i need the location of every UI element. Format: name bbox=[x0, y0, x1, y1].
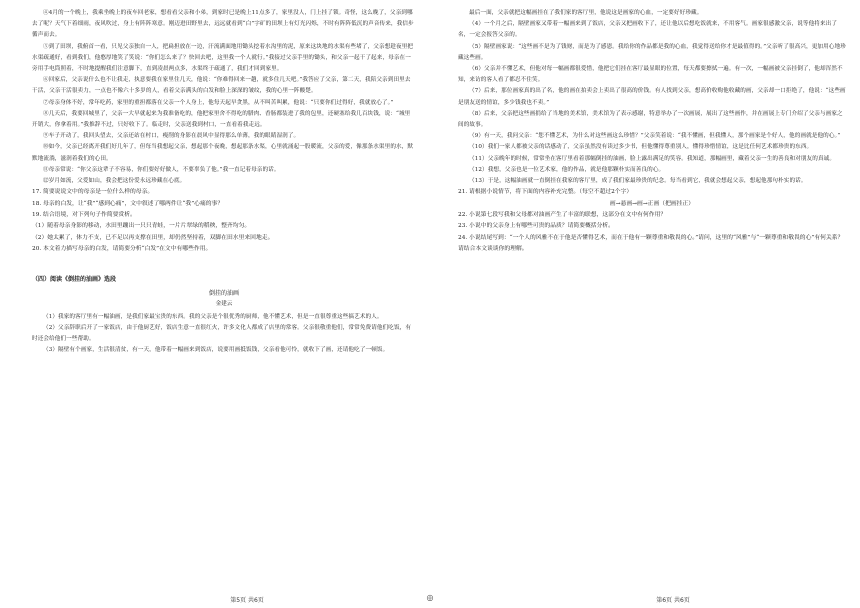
article-paragraph: （1）我家的客厅里有一幅油画，是我们家最宝贵的东西。我的父亲是个很优秀的厨师，他不懂艺术，但是一直很尊重这些搞艺术的人。 bbox=[43, 313, 383, 320]
passage-paragraph: （12）我想，父亲也是一位艺术家，他的作品，就是他那颗朴实而善良的心。 bbox=[469, 166, 665, 173]
passage-paragraph: ⑫岁月如流，父爱如山，我会把这份爱永远珍藏在心底。 bbox=[43, 178, 186, 185]
passage-paragraph: （9）有一天，我问父亲：“您不懂艺术，为什么对这些画这么珍惜？”父亲笑着说：“我不懂画，但我懂人，那个画家是个好人，他的画就是他的心。” bbox=[469, 133, 841, 140]
passage-paragraph: ⑩如今，父亲已经离开我们好几年了，但每当我想起父亲，想起那个夜晚，想起那条水渠，心里就涌起一股暖流，父亲的爱，像那条水渠里的水，默默地流淌，滋润着我们的心田。 bbox=[32, 144, 414, 162]
question-item: 20. 本文着力描写母亲的白发，请简要分析“白发”在文中有哪些作用。 bbox=[32, 246, 212, 253]
question-item: （1）随着母亲身影的移动，水田里蹦出一只只青蛙，一片片翠绿的稻秧，整齐均匀。 bbox=[32, 223, 251, 230]
passage-paragraph: （11）父亲晚年的时候，常常坐在客厅里看着那幅倒挂的油画，脸上露出满足的笑容。我知道，那幅画里，藏着父亲一生的善良和对朋友的真诚。 bbox=[469, 155, 836, 162]
passage-paragraph: ⑦母亲身体不好，常年吃药，家里的重担都落在父亲一个人身上，他每天起早贪黑，从不叫苦叫累，他说：“只要你们过得好，我就放心了。” bbox=[43, 99, 394, 106]
article-author: 金建云 bbox=[215, 300, 233, 307]
right-passage bbox=[458, 8, 846, 187]
question-item: 23. 小说中的父亲身上有哪些可贵的品质？请简要概括分析。 bbox=[458, 223, 614, 230]
passage-paragraph: ⑪母亲常说：“你父亲这辈子不容易，你们要好好做人，不要辜负了他。”我一直记着母亲的话。 bbox=[43, 166, 280, 173]
article-passage bbox=[32, 312, 416, 357]
question-item: 24. 小说结尾写到：“一个人的风雅不在于他是否懂得艺术，而在于他有一颗尊重和敬畏的心。”请问，这里的“风雅”与“一颗尊重和敬畏的心”有何关系？请结合本文谈谈你的理解。 bbox=[458, 234, 844, 253]
left-questions bbox=[32, 187, 416, 255]
passage-paragraph: 最后一面，父亲就把这幅画挂在了我们家的客厅里，他说这是画家的心血，一定要好好珍藏。 bbox=[469, 10, 703, 16]
answer-fill-line: 画→悬画→画→正画（把画挂正） bbox=[609, 200, 695, 207]
article-paragraph: （2）父亲辞职后开了一家饭店，由于他厨艺好，饭店生意一直很红火，许多文化人都成了店里的常客。父亲很敬重他们，常常免费请他们吃饭，有时还会给他们一些帮助。 bbox=[32, 324, 412, 343]
passage-paragraph: （6）父亲并不懂艺术，但他对每一幅画都很爱惜，他把它们挂在客厅最显眼的位置，每天都要擦拭一遍。有一次，一幅画被父亲挂倒了，他却浑然不知，来访的客人看了都忍不住笑。 bbox=[458, 66, 843, 84]
passage-paragraph: ⑨车子开动了，我回头望去，父亲还站在村口，瘦削的身影在晨风中显得那么单薄，我的眼睛湿润了。 bbox=[43, 133, 300, 140]
passage-paragraph: （8）后来，父亲把这些画捐给了当地的美术馆，美术馆为了表示感谢，特意举办了一次画展，展出了这些画作，并在画展上专门介绍了父亲与画家之间的故事。 bbox=[458, 110, 843, 129]
passage-paragraph: ⑤到了田坝，我俯首一看，只见父亲独自一人，把扁担放在一边，汗流满面地用锄头挖着水沟里的泥，原来这块地的水渠有些堵了，父亲想趁夜里把水渠疏通好，看到我们，他憨厚地笑了笑说：“你们怎么来了？快回去吧，这里我一个人就行。”我接过父亲手里的锄头，和父亲一起干了起来，母亲在一旁用手电筒照着，不时地提醒我们注意脚下，直到凌晨两点多，水渠终于疏通了，我们才回到家里。 bbox=[32, 43, 414, 73]
center-binding-mark: ◎ bbox=[426, 593, 434, 602]
question-item: （2）她太累了，体力不支，已不足以再支撑在田里，却仍然坚持着，双脚在田水里来回地走。 bbox=[32, 234, 274, 241]
article-paragraph: （3）隔壁有个画家，生活很清贫，有一天，他带着一幅画来到饭店，说要用画抵饭钱，父亲看他可怜，就收下了画，还请他吃了一顿饭。 bbox=[43, 347, 389, 354]
passage-paragraph: ⑧几天后，我要回城里了，父亲一大早就起来为我准备吃的，他把家里舍不得吃的腊肉、香肠都装进了我的包里，还硬塞给我几百块钱，说：“城里开销大，你拿着用。”我推辞不过，只好收下了。临走时，父亲送我到村口，一直看着我走远。 bbox=[32, 110, 411, 129]
passage-paragraph: ④4月的一个晚上，我乘坐晚上的夜车回老家，想看看父亲和小弟，到家时已是晚上11点多了，家里没人，门上挂了锁。奇怪，这么晚了，父亲到哪去了呢？天气下着细雨，夜风吹过，身上有阵阵寒意。刚迈进田野里去，远远就看到“白”字矿的田坝上有灯光闪烁，不时有阵阵低沉的声音传来，我信步循声而去。 bbox=[32, 10, 414, 39]
passage-paragraph: （13）于是，这幅油画就一直倒挂在我家的客厅里，成了我们家最珍贵的纪念。每当看到它，我就会想起父亲，想起他那句朴实的话。 bbox=[469, 178, 807, 185]
article-title: 倒挂的油画 bbox=[208, 289, 239, 297]
question-item: 21. 请根据小说情节，将下面的内容补充完整。（每空不超过2个字） bbox=[458, 189, 633, 196]
right-questions bbox=[458, 187, 846, 255]
passage-paragraph: （4）一个月之后，隔壁画家又带着一幅画来到了饭店，父亲又把画收下了，还让他以后想吃饭就来，不用客气。画家很感激父亲，说等他将来出了名，一定会报答父亲的。 bbox=[458, 21, 838, 39]
section-title: （四）阅读《倒挂的油画》选段 bbox=[32, 275, 117, 283]
question-item: 22. 小说第七段写我和父母都对油画产生了丰富的联想，这部分在文中有何作用？ bbox=[458, 212, 667, 219]
passage-paragraph: （10）我们一家人都被父亲的话感动了，父亲虽然没有读过多少书，但他懂得尊重别人，懂得珍惜情谊，这是比任何艺术都珍贵的东西。 bbox=[469, 144, 813, 151]
passage-paragraph: （5）隔壁画家说：“这些画不是为了钱财，而是为了感恩。我给你的作品都是我的心血，我觉得送给你才是最值得的。”父亲听了很高兴，更加用心地珍藏这些画。 bbox=[458, 43, 846, 61]
left-passage bbox=[32, 8, 416, 187]
page-footer-right: 第6页 共6页 bbox=[656, 597, 690, 604]
question-item: 18. 母亲的白发，让“我”“感到心痛”，文中叙述了哪两件让“我”心痛的事？ bbox=[32, 200, 224, 207]
question-item: 19. 结合语境，对下列句子作简要赏析。 bbox=[32, 212, 136, 219]
passage-paragraph: ⑥回家后，父亲说什么也不让我走，执意要我在家里住几天，他说：“你难得回来一趟，就多住几天吧。”我答应了父亲，第二天，我陪父亲到田里去干活，父亲干活很卖力，一点也不像六十多岁的人，看着父亲满头的白发和脸上深深的皱纹，我的心里一阵酸楚。 bbox=[32, 77, 411, 95]
right-page bbox=[430, 0, 860, 608]
page-footer-left: 第5页 共6页 bbox=[230, 597, 264, 604]
question-item: 17. 简要说说文中的母亲是一位什么样的母亲。 bbox=[32, 189, 154, 196]
passage-paragraph: （7）后来，那位画家真的出了名，他的画在拍卖会上卖出了很高的价钱。有人找到父亲，想高价收购他收藏的画，父亲却一口拒绝了，他说：“这些画是朋友送的情谊，多少钱我也不卖。” bbox=[458, 88, 846, 106]
